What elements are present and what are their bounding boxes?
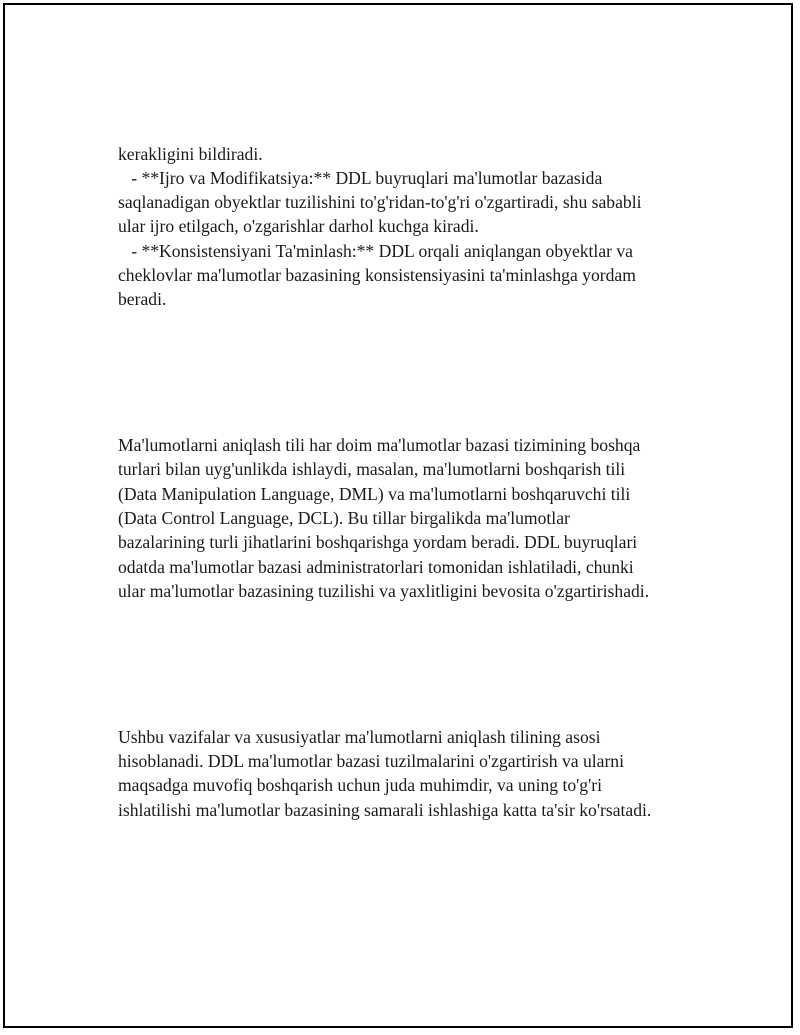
paragraph-spacer: [118, 652, 698, 676]
document-body: [118, 93, 698, 846]
paragraph-spacer: [118, 360, 698, 384]
paragraph-related-languages: Ma'lumotlarni aniqlash tili har doim ma'lumotlar bazasi tizimining boshqa turlari bilan uyg'unlikda ishlaydi, masalan, ma'lumotlarni boshqarish tili (Data Manipulation Language, DML) va ma'lumotlarni boshqaruvchi tili (Data Control Language, DCL). Bu tillar birgalikda ma'lumotlar bazalarining turli jihatlarini boshqarishga yordam beradi. DDL buyruqlari odatda ma'lumotlar bazasi administratorlari tomonidan ishlatiladi, chunki ular ma'lumotlar bazasining tuzilishi va yaxlitligini bevosita o'zgartirishadi.: [118, 435, 650, 601]
paragraph-ddl-properties: kerakligini bildiradi. - **Ijro va Modifikatsiya:** DDL buyruqlari ma'lumotlar bazasida saqlanadigan obyektlar tuzilishini to'g'ridan-to'g'ri o'zgartiradi, shu sababli ular ijro etilgach, o'zgarishlar darhol kuchga kiradi. - **Konsistensiyani Ta'minlash:** DDL orqali aniqlangan obyektlar va cheklovlar ma'lumotlar bazasining konsistensiyasini ta'minlashga yordam beradi.: [118, 143, 642, 310]
paragraph-conclusion: Ushbu vazifalar va xususiyatlar ma'lumotlarni aniqlash tilining asosi hisoblanadi. DDL ma'lumotlar bazasi tuzilmalarini o'zgartirish va ularni maqsadga muvofiq boshqarish uchun juda muhimdir, va uning to'g'ri ishlatilishi ma'lumotlar bazasining samarali ishlashiga katta ta'sir ko'rsatadi.: [118, 726, 652, 820]
